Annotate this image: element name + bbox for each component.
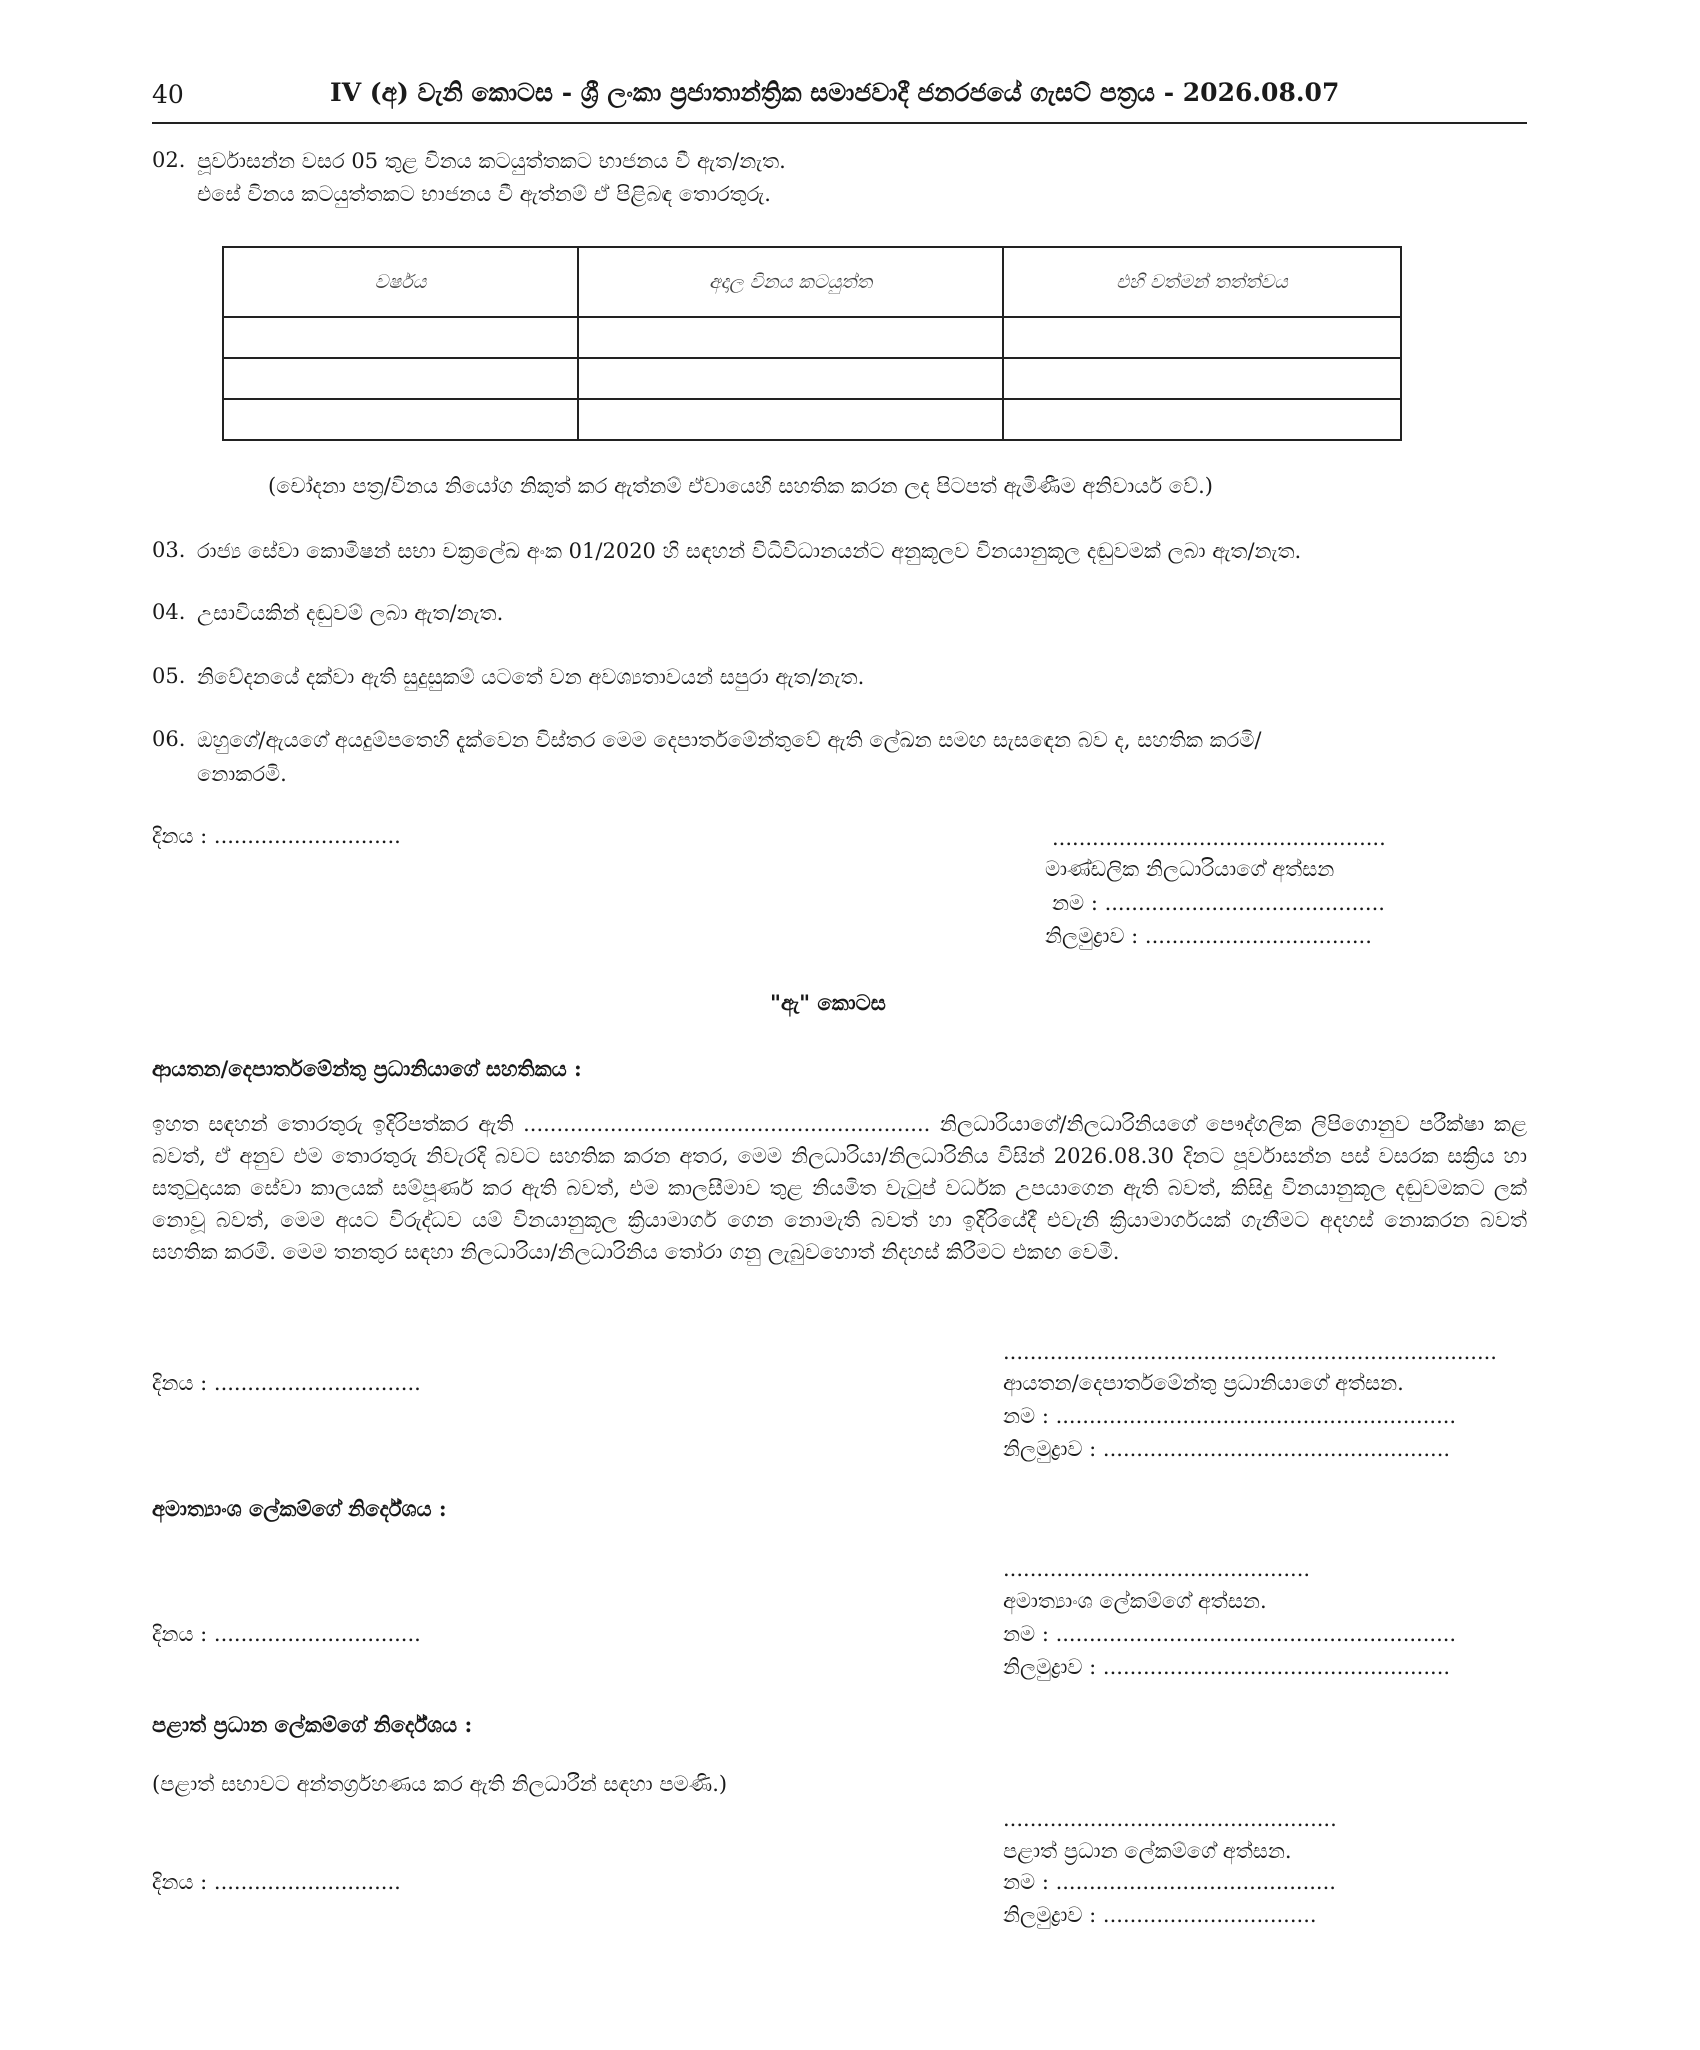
disciplinary-table — [222, 246, 1402, 441]
sig2-date-field[interactable]: දිනය : ............................... — [152, 1371, 421, 1395]
provincial-note: (පළාත් සභාවට අන්තර්ග්‍රහණය කර ඇති නිලධාරීන් සඳහා පමණි.) — [152, 1772, 728, 1796]
table-cell-action[interactable] — [578, 399, 1003, 440]
item-02-line-1: පූර්වාසන්න වසර 05 තුළ විනය කටයුත්තකට භාජනය වී ඇත/නැත. — [197, 149, 786, 173]
table-cell-status[interactable] — [1003, 358, 1401, 399]
item-03-text: රාජ්‍ය සේවා කොමිෂන් සභා චක්‍රලේඛ අංක 01/2020 හි සඳහන් විධිවිධානයන්ට අනුකූලව විනයානුකූල දඬුවමක් ලබා ඇත/නැත. — [197, 539, 1302, 563]
sig4-title: පළාත් ප්‍රධාන ලේකම්ගේ අත්සන. — [1003, 1839, 1292, 1863]
certificate-paragraph: ඉහත සඳහන් තොරතුරු ඉදිරිපත්කර ඇති ............................................................. නිලධාරියාගේ/නිලධාරිනියගේ පෞද්ගලික ලිපිගොනුව පරීක්ෂා කළ බවත්, ඒ අනුව එම තොරතුරු නිවැරදි බවට සහතික කරන අතර, මෙම නිලධාරියා/නිලධාරිනිය විසින් 2026.08.30 දිනට පූර්වාසන්න පස් වසරක සක්‍රිය හා සතුටුදායක සේවා කාලයක් සම්පූර්ණ කර ඇති බවත්, එම කාලසීමාව තුළ නියමිත වැටුප් වර්ධක උපයාගෙන ඇති බවත්, කිසිදු විනයානුකූල දඬුවමකට ලක් නොවූ බවත්, මෙම අයට විරුද්ධව යම් විනයානුකූල ක්‍රියාමාර්ග ගෙන නොමැති බවත් හා ඉදිරියේදී එවැනි ක්‍රියාමාර්ගයක් ගැනීමට අදහස් නොකරන බවත් සහතික කරමි. මෙම තනතුර සඳහා නිලධාරියා/නිලධාරිනිය තෝරා ගනු ලැබුවහොත් නිදහස් කිරීමට එකඟ වෙමි. — [152, 1112, 1527, 1264]
sig3-name-field[interactable]: නම : ............................................................ — [1003, 1622, 1457, 1646]
table-header-row — [223, 247, 1401, 317]
table-row — [223, 399, 1401, 440]
sig2-title: ආයතන/දෙපාර්තමේන්තු ප්‍රධානියාගේ අත්සන. — [1003, 1371, 1404, 1395]
table-cell-year[interactable] — [223, 399, 578, 440]
sig1-title: මාණ්ඩලික නිලධාරියාගේ අත්සන — [1045, 857, 1335, 881]
column-header-current-status: එහි වත්මන් තත්ත්වය — [1003, 247, 1401, 317]
item-03-number: 03. — [152, 538, 186, 562]
sig4-signature-line[interactable]: .................................................. — [1003, 1807, 1337, 1831]
sig1-stamp-field[interactable]: නිලමුද්‍රාව : .................................. — [1045, 924, 1372, 948]
item-06-number: 06. — [152, 727, 186, 751]
table-cell-year[interactable] — [223, 317, 578, 358]
item-02-line-2: එසේ විනය කටයුත්තකට භාජනය වී ඇත්නම් ඒ පිළිබඳ තොරතුරු. — [197, 182, 771, 206]
item-02-number: 02. — [152, 148, 186, 172]
column-header-disciplinary-action: අදාල විනය කටයුත්ත — [578, 247, 1003, 317]
certificate-heading: ආයතන/දෙපාර්තමේන්තු ප්‍රධානියාගේ සහතිකය : — [152, 1056, 582, 1081]
gazette-header-title: IV (අ) වැනි කොටස - ශ්‍රී ලංකා ප්‍රජාතාන්ත්‍රික සමාජවාදී ජනරජයේ ගැසට් පත්‍රය - 2026.08.07 — [330, 78, 1340, 107]
item-05-text: නිවේදනයේ දක්වා ඇති සුදුසුකම් යටතේ වන අවශ්‍යතාවයන් සපුරා ඇත/නැත. — [197, 665, 865, 689]
sig2-name-field[interactable]: නම : ............................................................ — [1003, 1404, 1457, 1428]
sig4-stamp-field[interactable]: නිලමුද්‍රාව : ................................ — [1003, 1903, 1317, 1927]
table-cell-status[interactable] — [1003, 399, 1401, 440]
sig1-signature-line[interactable]: .................................................. — [1052, 826, 1386, 850]
sig1-name-field[interactable]: නම : .......................................... — [1052, 891, 1385, 915]
header-rule — [152, 122, 1527, 124]
item-04-text: උසාවියකින් දඬුවම් ලබා ඇත/නැත. — [197, 601, 504, 625]
table-cell-action[interactable] — [578, 317, 1003, 358]
sig3-date-field[interactable]: දිනය : ............................... — [152, 1622, 421, 1646]
table-cell-action[interactable] — [578, 358, 1003, 399]
sig3-signature-line[interactable]: .............................................. — [1003, 1557, 1311, 1581]
sig3-title: අමාත්‍යාංශ ලේකම්ගේ අත්සන. — [1003, 1589, 1267, 1613]
item-04-number: 04. — [152, 600, 186, 624]
provincial-heading: පළාත් ප්‍රධාන ලේකම්ගේ නිර්දේශය : — [152, 1712, 473, 1737]
column-header-year: වර්ෂය — [223, 247, 578, 317]
sig4-date-field[interactable]: දිනය : ............................ — [152, 1870, 401, 1894]
sig1-date-field[interactable]: දිනය : ............................ — [152, 824, 401, 848]
item-06-line-1: ඔහුගේ/ඇයගේ අයදුම්පතෙහි දැක්වෙන විස්තර මෙම දෙපාර්තමේන්තුවේ ඇති ලේඛන සමඟ සැසඳෙන බව ද, සහතික කරමි/ — [197, 728, 1262, 752]
item-05-number: 05. — [152, 664, 186, 688]
table-row — [223, 317, 1401, 358]
page-number: 40 — [152, 80, 184, 109]
sig3-stamp-field[interactable]: නිලමුද්‍රාව : .................................................... — [1003, 1655, 1451, 1679]
ministry-heading: අමාත්‍යාංශ ලේකම්ගේ නිර්දේශය : — [152, 1496, 447, 1521]
sig2-stamp-field[interactable]: නිලමුද්‍රාව : .................................................... — [1003, 1437, 1451, 1461]
sig4-name-field[interactable]: නම : .......................................... — [1003, 1870, 1336, 1894]
table-note: (චෝදනා පත්‍ර/විනය නියෝග නිකුත් කර ඇත්නම් ඒවායෙහි සහතික කරන ලද පිටපත් ඇමිණීම අනිවාර්ය වේ.) — [268, 474, 1213, 498]
item-06-line-2: නොකරමි. — [197, 762, 287, 786]
table-row — [223, 358, 1401, 399]
table-cell-status[interactable] — [1003, 317, 1401, 358]
sig2-signature-line[interactable]: .......................................................................... — [1003, 1340, 1497, 1364]
table-cell-year[interactable] — [223, 358, 578, 399]
section-title: "ඇ" කොටස — [770, 990, 886, 1015]
